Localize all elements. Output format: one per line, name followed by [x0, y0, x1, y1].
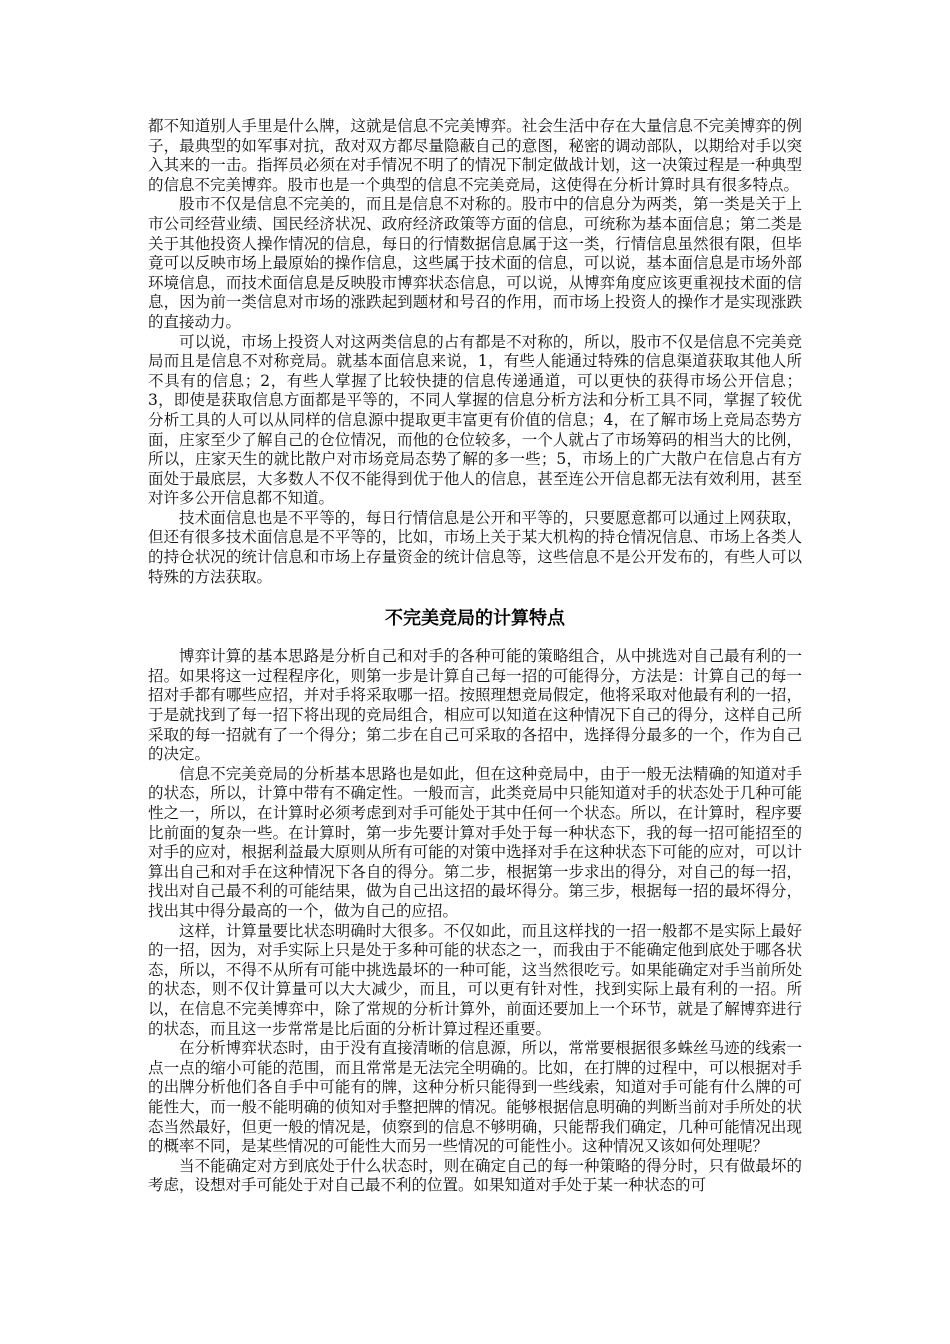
paragraph: 当不能确定对方到底处于什么状态时，则在确定自己的每一种策略的得分时，只有做最坏的考虑，设想对手可能处于对自己最不利的位置。如果知道对手处于某一种状态的可	[148, 1156, 802, 1195]
paragraph: 技术面信息也是不平等的，每日行情信息是公开和平等的，只要愿意都可以通过上网获取，但还有很多技术面信息是不平等的，比如，市场上关于某大机构的持仓情况信息、市场上各类人的持仓状况的统计信息和市场上存量资金的统计信息等，这些信息不是公开发布的，有些人可以特殊的方法获取。	[148, 508, 802, 586]
paragraph: 博弈计算的基本思路是分析自己和对手的各种可能的策略组合，从中挑选对自己最有利的一招。如果将这一过程程序化，则第一步是计算自己每一招的可能得分，方法是：计算自己的每一招对手都有哪些应招，并对手将采取哪一招。按照理想竞局假定，他将采取对他最有利的一招，于是就找到了每一招下将出现的竞局组合，相应可以知道在这种情况下自己的得分，这样自己所采取的每一招就有了一个得分；第二步在自己可采取的各招中，选择得分最多的一个，作为自己的决定。	[148, 647, 802, 764]
paragraph: 信息不完美竞局的分析基本思路也是如此，但在这种竞局中，由于一般无法精确的知道对手的状态，所以，计算中带有不确定性。一般而言，此类竞局中只能知道对手的状态处于几种可能性之一，所以，在计算时必须考虑到对手可能处于其中任何一个状态。所以，在计算时，程序要比前面的复杂一些。在计算时，第一步先要计算对手处于每一种状态下，我的每一招可能招至的对手的应对，根据利益最大原则从所有可能的对策中选择对手在这种状态下可能的应对，可以计算出自己和对手在这种情况下各自的得分。第二步，根据第一步求出的得分，对自己的每一招，找出对自己最不利的可能结果，做为自己出这招的最坏得分。第三步，根据每一招的最坏得分，找出其中得分最高的一个，做为自己的应招。	[148, 764, 802, 920]
paragraph: 在分析博弈状态时，由于没有直接清晰的信息源，所以，常常要根据很多蛛丝马迹的线索一点一点的缩小可能的范围，而且常常是无法完全明确的。比如，在打牌的过程中，可以根据对手的出牌分析他们各自手中可能有的牌，这种分析只能得到一些线索，知道对手可能有什么牌的可能性大，而一般不能明确的侦知对手整把牌的情况。能够根据信息明确的判断当前对手所处的状态当然最好，但更一般的情况是，侦察到的信息不够明确，只能帮我们确定，几种可能情况出现的概率不同，是某些情况的可能性大而另一些情况的可能性小。这种情况又该如何处理呢？	[148, 1039, 802, 1156]
paragraph: 都不知道别人手里是什么牌，这就是信息不完美博弈。社会生活中存在大量信息不完美博弈的例子，最典型的如军事对抗，敌对双方都尽量隐蔽自己的意图，秘密的调动部队，以期给对手以突入其来的一击。指挥员必须在对手情况不明了的情况下制定做战计划，这一决策过程是一种典型的信息不完美博弈。股市也是一个典型的信息不完美竞局，这使得在分析计算时具有很多特点。	[148, 117, 802, 194]
document-body	[148, 117, 802, 1196]
section-heading: 不完美竞局的计算特点	[385, 608, 565, 630]
paragraph: 可以说，市场上投资人对这两类信息的占有都是不对称的，所以，股市不仅是信息不完美竞局而且是信息不对称竞局。就基本面信息来说，1，有些人能通过特殊的信息渠道获取其他人所不具有的信息；2，有些人掌握了比较快捷的信息传递通道，可以更快的获得市场公开信息；3，即使是获取信息方面都是平等的，不同人掌握的信息分析方法和分析工具不同，掌握了较优分析工具的人可以从同样的信息源中提取更丰富更有价值的信息；4，在了解市场上竞局态势方面，庄家至少了解自己的仓位情况，而他的仓位较多，一个人就占了市场筹码的相当大的比例，所以，庄家天生的就比散户对市场竞局态势了解的多一些；5，市场上的广大散户在信息占有方面处于最底层，大多数人不仅不能得到优于他人的信息，甚至连公开信息都无法有效利用，甚至对许多公开信息都不知道。	[148, 332, 802, 508]
paragraph: 股市不仅是信息不完美的，而且是信息不对称的。股市中的信息分为两类，第一类是关于上市公司经营业绩、国民经济状况、政府经济政策等方面的信息，可统称为基本面信息；第二类是关于其他投资人操作情况的信息，每日的行情数据信息属于这一类，行情信息虽然很有限，但毕竟可以反映市场上最原始的操作信息，这些属于技术面的信息，可以说，基本面信息是市场外部环境信息，而技术面信息是反映股市博弈状态信息，可以说，从博弈角度应该更重视技术面的信息，因为前一类信息对市场的涨跌起到题材和号召的作用，而市场上投资人的操作才是实现涨跌的直接动力。	[148, 195, 802, 331]
paragraph: 这样，计算量要比状态明确时大很多。不仅如此，而且这样找的一招一般都不是实际上最好的一招，因为，对手实际上只是处于多种可能的状态之一，而我由于不能确定他到底处于哪各状态，所以，不得不从所有可能中挑选最坏的一种可能，这当然很吃亏。如果能确定对手当前所处的状态，则不仅计算量可以大大减少，而且，可以更有针对性，找到实际上最有利的一招。所以，在信息不完美博弈中，除了常规的分析计算外，前面还要加上一个环节，就是了解博弈进行的状态，而且这一步常常是比后面的分析计算过程还重要。	[148, 921, 802, 1038]
